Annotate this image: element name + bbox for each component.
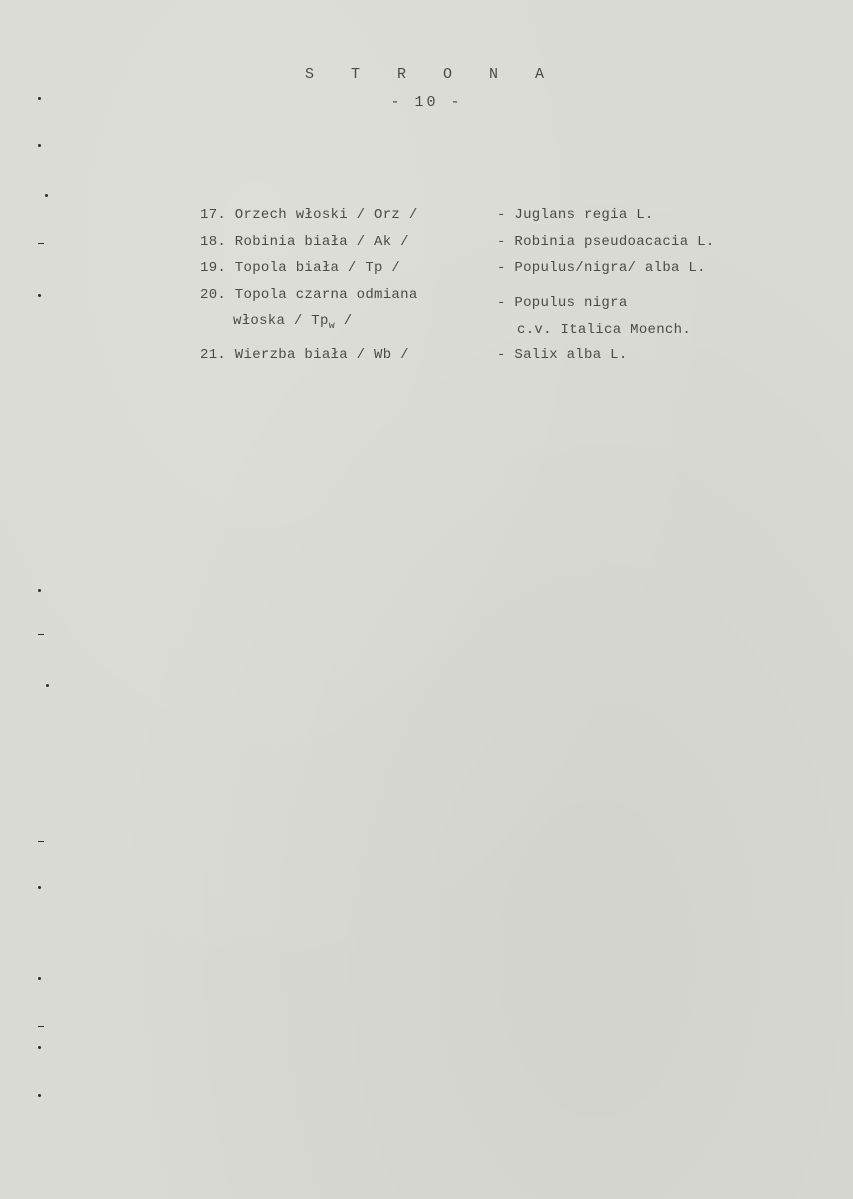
- entry-18-latin: - Robinia pseudoacacia L.: [497, 234, 715, 250]
- margin-speck: [38, 977, 41, 980]
- entry-20-latin-line2: c.v. Italica Moench.: [517, 322, 692, 338]
- entry-20-polish-line2: [233, 313, 352, 332]
- margin-speck: [46, 684, 49, 687]
- entry-17-latin: - Juglans regia L.: [497, 207, 654, 223]
- entry-20-latin-line1: - Populus nigra: [497, 295, 628, 311]
- entry-20-polish-end: /: [335, 313, 353, 329]
- entry-19-polish: 19. Topola biała / Tp /: [200, 260, 401, 276]
- entry-20-subscript: w: [328, 320, 336, 332]
- margin-speck: [38, 634, 44, 635]
- margin-speck: [38, 841, 44, 842]
- page-heading: S T R O N A: [304, 66, 559, 83]
- page-number: - 10 -: [390, 94, 463, 111]
- entry-17-polish: 17. Orzech włoski / Orz /: [200, 207, 418, 223]
- entry-19-latin: - Populus/nigra/ alba L.: [497, 260, 706, 276]
- margin-speck: [38, 144, 41, 147]
- margin-speck: [38, 1094, 41, 1097]
- entry-18-polish: 18. Robinia biała / Ak /: [200, 234, 409, 250]
- margin-speck: [38, 97, 41, 100]
- entry-21-polish: 21. Wierzba biała / Wb /: [200, 347, 409, 363]
- margin-speck: [38, 589, 41, 592]
- margin-speck: [38, 1046, 41, 1049]
- margin-speck: [38, 886, 41, 889]
- margin-speck: [38, 1026, 44, 1027]
- entry-20-polish-text: włoska / Tp: [233, 313, 329, 329]
- margin-speck: [38, 243, 44, 244]
- entry-20-polish-line1: 20. Topola czarna odmiana: [200, 287, 418, 303]
- entry-21-latin: - Salix alba L.: [497, 347, 628, 363]
- margin-speck: [45, 194, 48, 197]
- margin-speck: [38, 294, 41, 297]
